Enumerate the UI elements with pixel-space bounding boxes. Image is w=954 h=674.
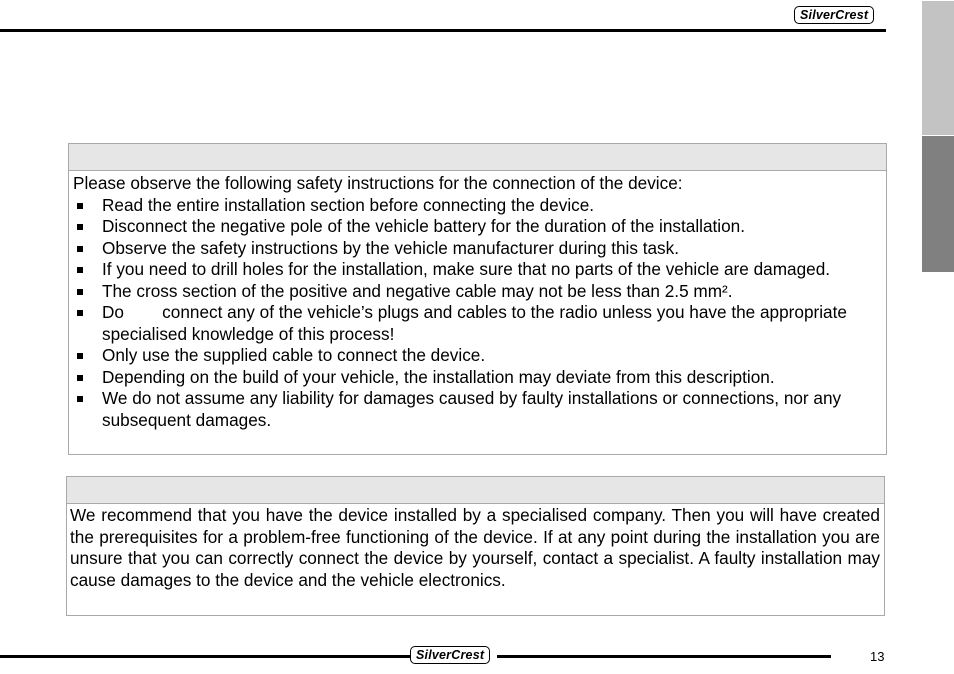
safety-box-heading (69, 144, 886, 171)
list-item: The cross section of the positive and negative cable may not be less than 2.5 mm². (73, 281, 881, 303)
header-rule (0, 29, 886, 32)
list-item: We do not assume any liability for damages caused by faulty installations or connections, nor any subsequent damages. (73, 388, 881, 431)
footer-rule-left (0, 655, 412, 658)
recommendation-text: We recommend that you have the device installed by a specialised company. Then you will have created the prerequisites for a problem-free functioning of the device. If at any point during the installation you are unsure that you can correctly connect the device by yourself, contact a specialist. A faulty installation may cause damages to the device and the vehicle electronics. (70, 505, 880, 590)
safety-intro: Please observe the following safety instructions for the connection of the device: (73, 173, 683, 193)
safety-bullet-list (73, 195, 881, 432)
footer-rule-right (497, 655, 831, 658)
list-item: Do connect any of the vehicle’s plugs and cables to the radio unless you have the appropriate specialised knowledge of this process! (73, 302, 881, 345)
recommendation-box (66, 476, 885, 616)
recommendation-box-heading (67, 477, 884, 504)
chapter-tab-light (922, 1, 954, 135)
safety-box-content (69, 171, 886, 431)
list-item: Read the entire installation section before connecting the device. (73, 195, 881, 217)
list-item: Observe the safety instructions by the vehicle manufacturer during this task. (73, 238, 881, 260)
list-item: If you need to drill holes for the installation, make sure that no parts of the vehicle are damaged. (73, 259, 881, 281)
silvercrest-logo-bottom: SilverCrest (410, 646, 490, 664)
list-item: Depending on the build of your vehicle, the installation may deviate from this description. (73, 367, 881, 389)
list-item: Only use the supplied cable to connect the device. (73, 345, 881, 367)
silvercrest-logo-top: SilverCrest (794, 6, 874, 24)
list-item: Disconnect the negative pole of the vehicle battery for the duration of the installation. (73, 216, 881, 238)
chapter-tab-active (922, 136, 954, 272)
safety-instructions-box (68, 143, 887, 455)
page-number: 13 (870, 649, 885, 664)
